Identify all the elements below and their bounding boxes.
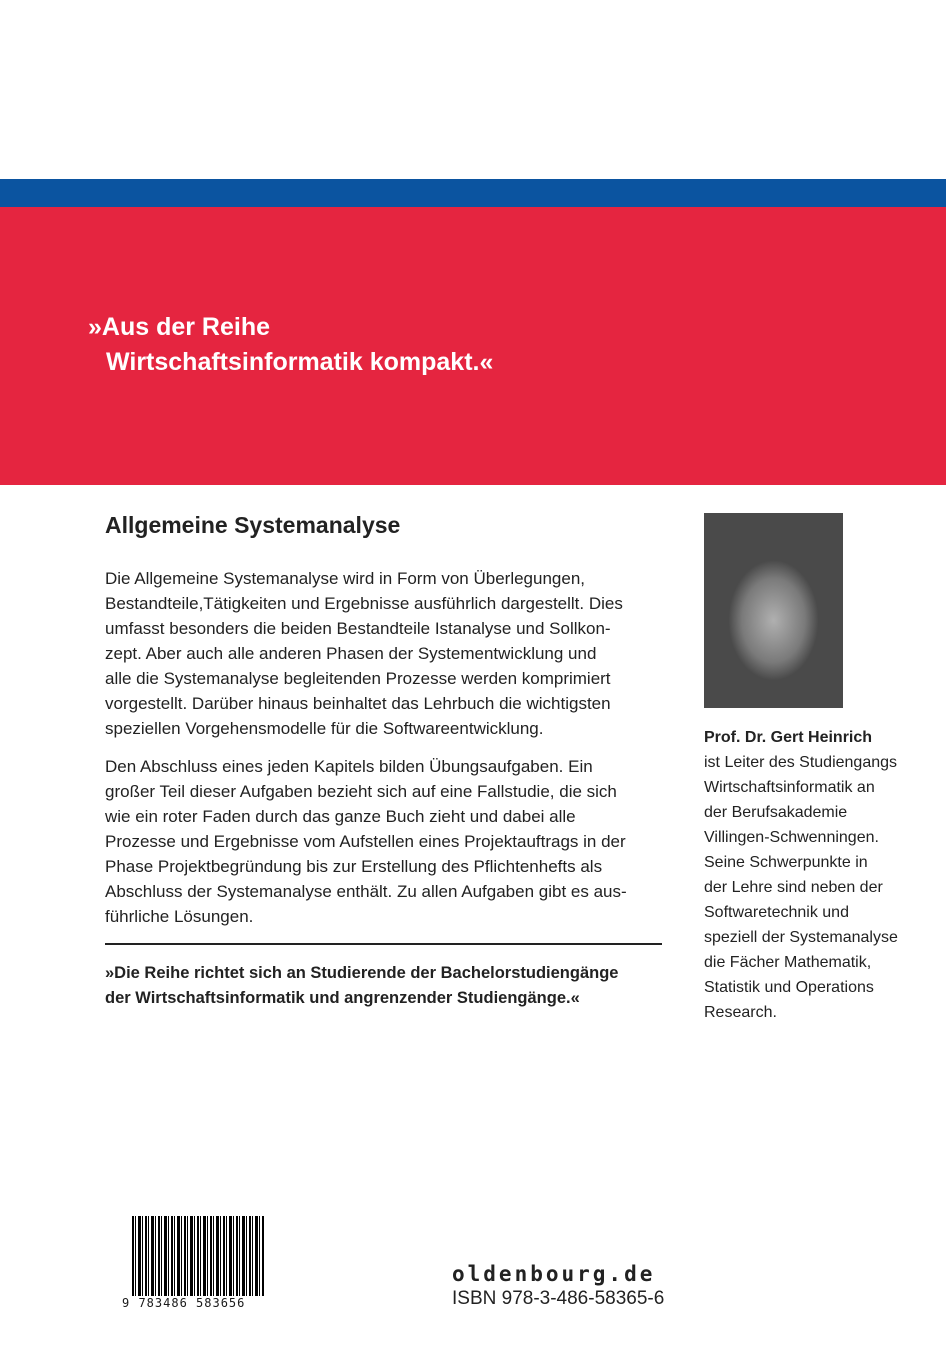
series-line: »Aus der Reihe — [88, 313, 271, 341]
divider — [105, 943, 662, 945]
text-line: »Die Reihe richtet sich an Studierende der Bachelorstudiengänge — [105, 964, 619, 982]
text-line: ist Leiter des Studiengangs — [704, 754, 898, 771]
text-line: Prozesse und Ergebnisse vom Aufstellen eines Projektauftrags in der — [105, 832, 626, 851]
author-name: Prof. Dr. Gert Heinrich — [704, 729, 873, 746]
series-tagline — [88, 310, 493, 380]
text-line: wie ein roter Faden durch das ganze Buch zieht und dabei alle — [105, 807, 576, 826]
isbn-barcode — [122, 1216, 264, 1312]
text-line: alle die Systemanalyse begleitenden Prozesse werden komprimiert — [105, 669, 611, 688]
description-paragraph-1 — [105, 566, 623, 741]
author-bio — [704, 725, 898, 1025]
text-line: Wirtschaftsinformatik an — [704, 779, 875, 796]
text-line: vorgestellt. Darüber hinaus beinhaltet das Lehrbuch die wichtigsten — [105, 694, 611, 713]
text-line: Phase Projektbegründung bis zur Erstellung des Pflichtenhefts als — [105, 857, 603, 876]
description-paragraph-2 — [105, 754, 627, 929]
text-line: Statistik und Operations — [704, 979, 874, 996]
text-line: Abschluss der Systemanalyse enthält. Zu allen Aufgaben gibt es aus- — [105, 882, 627, 901]
text-line: Seine Schwerpunkte in — [704, 854, 868, 871]
text-line: der Lehre sind neben der — [704, 879, 883, 896]
publisher-url: oldenbourg.de — [452, 1262, 656, 1286]
barcode-digits: 9 783486 583656 — [122, 1296, 246, 1310]
book-title: Allgemeine Systemanalyse — [105, 512, 401, 538]
text-line: zept. Aber auch alle anderen Phasen der Systementwicklung und — [105, 644, 597, 663]
text-line: umfasst besonders die beiden Bestandteile Istanalyse und Sollkon- — [105, 619, 611, 638]
text-line: Bestandteile,Tätigkeiten und Ergebnisse ausführlich dargestellt. Dies — [105, 594, 623, 613]
text-line: führliche Lösungen. — [105, 907, 254, 926]
text-line: der Berufsakademie — [704, 804, 848, 821]
series-line: Wirtschaftsinformatik kompakt.« — [106, 348, 494, 376]
text-line: speziell der Systemanalyse — [704, 929, 898, 946]
text-line: Villingen-Schwenningen. — [704, 829, 879, 846]
text-line: großer Teil dieser Aufgaben bezieht sich auf eine Fallstudie, die sich — [105, 782, 617, 801]
text-line: die Fächer Mathematik, — [704, 954, 872, 971]
text-line: speziellen Vorgehensmodelle für die Softwareentwicklung. — [105, 719, 544, 738]
blue-band — [0, 179, 946, 207]
text-line: Softwaretechnik und — [704, 904, 849, 921]
text-line: Research. — [704, 1004, 777, 1021]
barcode-bars — [132, 1216, 264, 1296]
author-photo — [704, 513, 843, 708]
target-audience-quote — [105, 961, 618, 1011]
isbn-number: ISBN 978-3-486-58365-6 — [452, 1288, 665, 1309]
text-line: Die Allgemeine Systemanalyse wird in Form von Überlegungen, — [105, 569, 586, 588]
text-line: Den Abschluss eines jeden Kapitels bilden Übungsaufgaben. Ein — [105, 757, 593, 776]
text-line: der Wirtschaftsinformatik und angrenzender Studiengänge.« — [105, 989, 580, 1007]
